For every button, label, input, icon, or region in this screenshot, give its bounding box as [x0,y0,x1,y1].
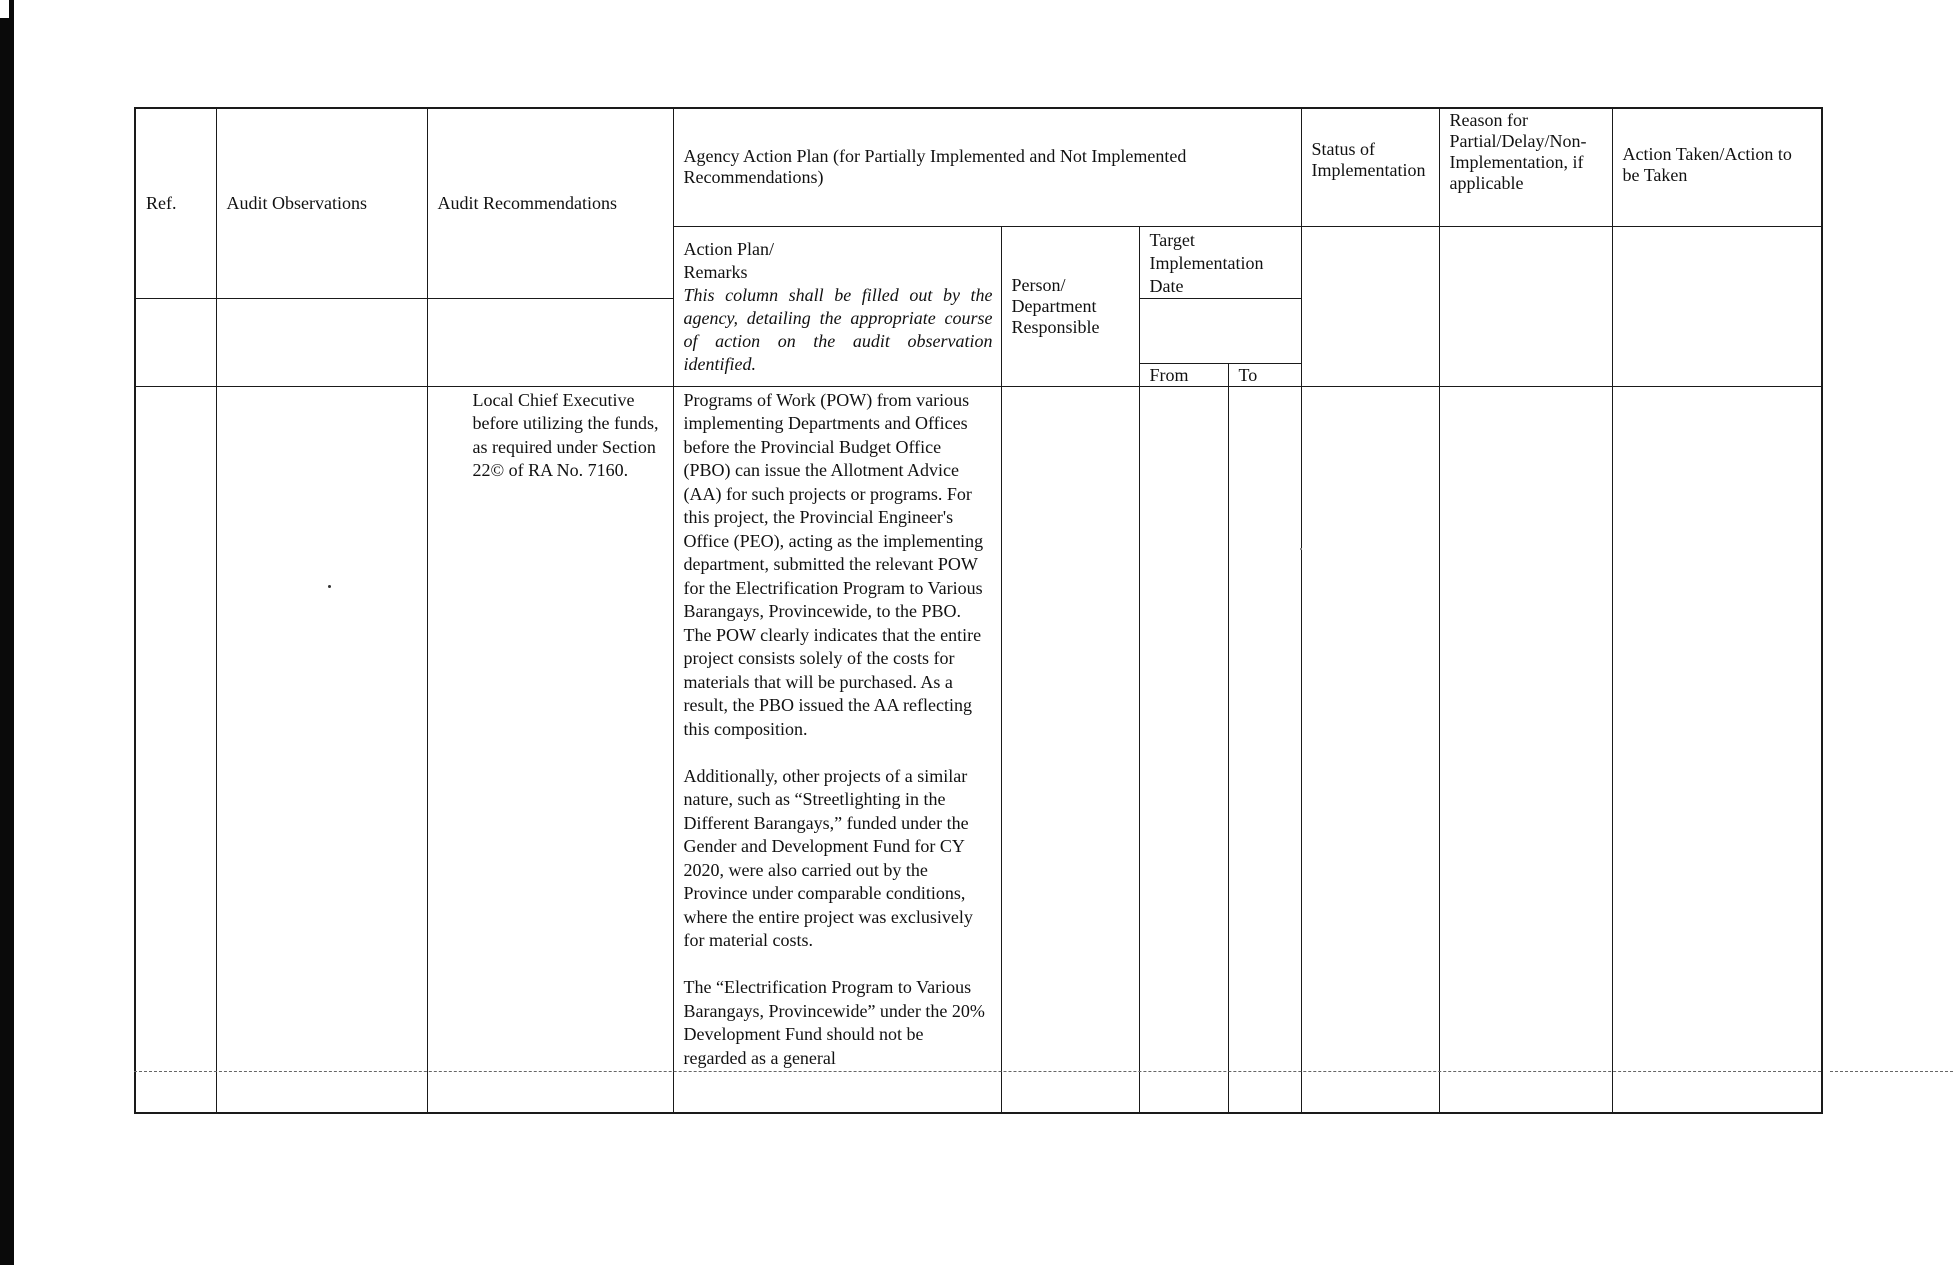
action-taken-cell [1612,386,1822,1113]
reason-cell [1439,386,1612,1113]
action-plan-paragraph: Additionally, other projects of a similar nature, such as “Streetlighting in the Different Barangays,” funded under the Gender and Development Fund for CY 2020, were also carried out by the Province under comparable conditions, where the entire project was exclusively for material costs. [683,765,973,950]
obs-subheader-blank [216,298,427,386]
from-header: From [1139,363,1228,386]
status-of-implementation-header: Status of Implementation [1301,108,1439,226]
reason-header: Reason for Partial/Delay/Non-Implementation, if applicable [1439,108,1612,226]
audit-recommendations-header: Audit Recommendations [427,108,673,298]
status-header-blank [1301,226,1439,386]
scan-speck [1300,548,1302,550]
person-responsible-cell [1001,386,1139,1113]
action-header-blank [1612,226,1822,386]
action-plan-title: Action Plan/ [683,238,774,259]
from-cell [1139,386,1228,1113]
person-responsible-header: Person/ Department Responsible [1001,226,1139,386]
agency-action-plan-header: Agency Action Plan (for Partially Implemented and Not Implemented Recommendations) [673,108,1301,226]
ref-cell [135,386,216,1113]
status-cell [1301,386,1439,1113]
action-plan-header [673,226,1001,386]
page-break-dashed-line [134,1071,1821,1072]
audit-observations-header: Audit Observations [216,108,427,298]
target-date-blank [1139,298,1301,363]
rec-subheader-blank [427,298,673,386]
audit-observation-cell [216,386,427,1113]
page-break-dashed-line-right [1830,1071,1953,1072]
action-plan-note: This column shall be filled out by the agency, detailing the appropriate course of action on the audit observation identified. [683,284,993,374]
page-left-edge [0,0,14,1265]
audit-recommendation-cell: Local Chief Executive before utilizing the funds, as required under Section 22© of RA No. 7160. [427,386,673,1113]
action-plan-cell [673,386,1001,1113]
action-plan-paragraph: The “Electrification Program to Various Barangays, Provincewide” under the 20% Development Fund should not be regarded as a general [683,977,985,1068]
audit-action-plan-table [134,107,1823,1114]
ref-subheader-blank [135,298,216,386]
action-plan-remarks: Remarks [683,261,748,282]
table-row [135,386,1822,1113]
action-plan-paragraph: Programs of Work (POW) from various implementing Departments and Offices before the Provincial Budget Office (PBO) can issue the Allotment Advice (AA) for such projects or programs. For this project, the Provincial Engineer's Office (PEO), acting as the implementing department, submitted the relevant POW for the Electrification Program to Various Barangays, Provincewide, to the PBO. The POW clearly indicates that the entire project consists solely of the costs for materials that will be purchased. As a result, the PBO issued the AA reflecting this composition. [683,389,984,739]
header-row-1 [135,108,1822,226]
page-corner-mark [0,0,9,18]
action-taken-header: Action Taken/Action to be Taken [1612,108,1822,226]
to-header: To [1228,363,1301,386]
scan-dot [328,585,331,588]
to-cell [1228,386,1301,1113]
reason-header-blank [1439,226,1612,386]
ref-header: Ref. [135,108,216,298]
target-date-header: Target Implementation Date [1139,226,1301,298]
